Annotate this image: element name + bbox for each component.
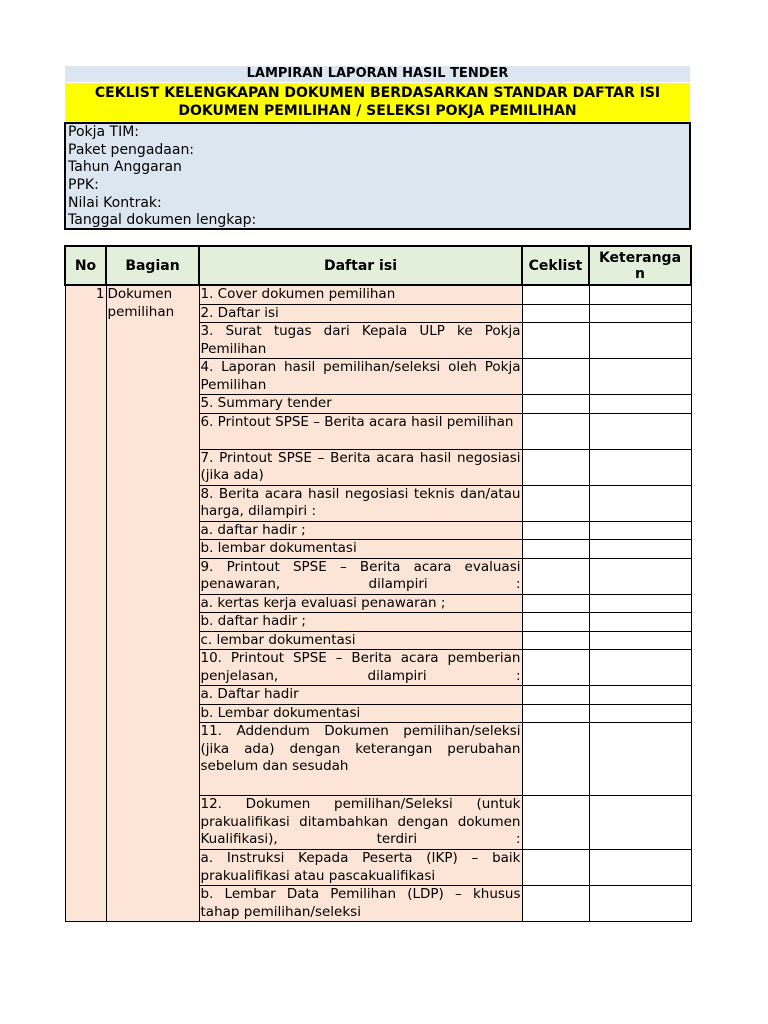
daftar-isi-item: 4. Laporan hasil pemilihan/seleksi oleh Pokja Pemilihan: [200, 359, 521, 393]
keterangan-cell[interactable]: [589, 850, 691, 886]
ceklist-cell[interactable]: [522, 631, 589, 650]
keterangan-cell[interactable]: [589, 558, 691, 594]
keterangan-cell[interactable]: [589, 613, 691, 632]
daftar-isi-item: 3. Surat tugas dari Kepala ULP ke Pokja Pemilihan: [200, 323, 521, 357]
keterangan-cell[interactable]: [589, 304, 691, 323]
keterangan-cell[interactable]: [589, 359, 691, 395]
keterangan-cell[interactable]: [589, 686, 691, 705]
header-text: n: [635, 265, 645, 282]
ceklist-cell[interactable]: [522, 449, 589, 485]
document-title: LAMPIRAN LAPORAN HASIL TENDER: [65, 66, 690, 82]
table-row: [65, 285, 691, 304]
daftar-isi-item: b. Lembar Data Pemilihan (LDP) – khusus tahap pemilihan/seleksi: [200, 886, 521, 920]
ceklist-cell[interactable]: [522, 650, 589, 686]
daftar-isi-item: a. daftar hadir ;: [199, 521, 522, 540]
section-bagian: Dokumen pemilihan: [106, 285, 199, 922]
keterangan-cell[interactable]: [589, 323, 691, 359]
keterangan-cell[interactable]: [589, 796, 691, 850]
info-box: [64, 122, 691, 230]
daftar-isi-item: a. kertas kerja evaluasi penawaran ;: [199, 594, 522, 613]
keterangan-cell[interactable]: [589, 540, 691, 559]
document-subtitle: [65, 83, 690, 121]
ceklist-cell[interactable]: [522, 594, 589, 613]
daftar-isi-item: 8. Berita acara hasil negosiasi teknis dan/atau harga, dilampiri :: [200, 485, 521, 519]
daftar-isi-item: 2. Daftar isi: [199, 304, 522, 323]
info-field: Nilai Kontrak:: [68, 194, 162, 211]
col-header-no: No: [65, 246, 106, 285]
ceklist-cell[interactable]: [522, 723, 589, 796]
ceklist-cell[interactable]: [522, 796, 589, 850]
daftar-isi-item: 5. Summary tender: [199, 395, 522, 414]
header-text: Keteranga: [598, 249, 682, 266]
daftar-isi-item: 11. Addendum Dokumen pemilihan/seleksi (jika ada) dengan keterangan perubahan sebelum dan sesudah: [199, 723, 522, 796]
keterangan-cell[interactable]: [589, 704, 691, 723]
ceklist-cell[interactable]: [522, 304, 589, 323]
keterangan-cell[interactable]: [589, 285, 691, 304]
keterangan-cell[interactable]: [589, 650, 691, 686]
col-header-ceklist: Ceklist: [522, 246, 589, 285]
keterangan-cell[interactable]: [589, 413, 691, 449]
subtitle-line: DOKUMEN PEMILIHAN / SELEKSI POKJA PEMILIHAN: [178, 103, 577, 119]
daftar-isi-item: 6. Printout SPSE – Berita acara hasil pemilihan: [199, 413, 522, 449]
ceklist-cell[interactable]: [522, 285, 589, 304]
section-number: 1: [65, 285, 106, 922]
daftar-isi-item: 10. Printout SPSE – Berita acara pemberian penjelasan, dilampiri :: [200, 650, 521, 684]
daftar-isi-item: a. Instruksi Kepada Peserta (IKP) – baik prakualifikasi atau pascakualifikasi: [200, 850, 521, 884]
ceklist-cell[interactable]: [522, 613, 589, 632]
daftar-isi-item: b. daftar hadir ;: [199, 613, 522, 632]
ceklist-cell[interactable]: [522, 540, 589, 559]
ceklist-cell[interactable]: [522, 686, 589, 705]
col-header-bagian: Bagian: [106, 246, 199, 285]
daftar-isi-item: 12. Dokumen pemilihan/Seleksi (untuk prakualifikasi ditambahkan dengan dokumen Kualifikasi), terdiri :: [199, 796, 522, 850]
ceklist-cell[interactable]: [522, 704, 589, 723]
ceklist-cell[interactable]: [522, 521, 589, 540]
table-header-row: [65, 246, 691, 285]
keterangan-cell[interactable]: [589, 594, 691, 613]
ceklist-cell[interactable]: [522, 558, 589, 594]
ceklist-cell[interactable]: [522, 413, 589, 449]
ceklist-cell[interactable]: [522, 395, 589, 414]
keterangan-cell[interactable]: [589, 449, 691, 485]
ceklist-cell[interactable]: [522, 359, 589, 395]
keterangan-cell[interactable]: [589, 723, 691, 796]
subtitle-line: CEKLIST KELENGKAPAN DOKUMEN BERDASARKAN STANDAR DAFTAR ISI: [94, 85, 661, 101]
daftar-isi-item: 7. Printout SPSE – Berita acara hasil negosiasi (jika ada): [200, 449, 521, 483]
info-field: Tanggal dokumen lengkap:: [68, 212, 257, 229]
keterangan-cell[interactable]: [589, 631, 691, 650]
keterangan-cell[interactable]: [589, 886, 691, 922]
daftar-isi-item: b. lembar dokumentasi: [199, 540, 522, 559]
daftar-isi-item: c. lembar dokumentasi: [199, 631, 522, 650]
ceklist-cell[interactable]: [522, 485, 589, 521]
ceklist-cell[interactable]: [522, 323, 589, 359]
checklist-table: [64, 245, 692, 922]
ceklist-cell[interactable]: [522, 886, 589, 922]
daftar-isi-item: a. Daftar hadir: [199, 686, 522, 705]
info-field: Paket pengadaan:: [68, 141, 195, 158]
daftar-isi-item: 1. Cover dokumen pemilihan: [199, 285, 522, 304]
info-field: Tahun Anggaran: [68, 159, 182, 176]
info-field: Pokja TIM:: [68, 124, 140, 140]
keterangan-cell[interactable]: [589, 485, 691, 521]
keterangan-cell[interactable]: [589, 395, 691, 414]
keterangan-cell[interactable]: [589, 521, 691, 540]
daftar-isi-item: b. Lembar dokumentasi: [199, 704, 522, 723]
col-header-keterangan: [589, 246, 691, 285]
ceklist-cell[interactable]: [522, 850, 589, 886]
col-header-daftar-isi: Daftar isi: [199, 246, 522, 285]
info-field: PPK:: [68, 177, 99, 194]
daftar-isi-item: 9. Printout SPSE – Berita acara evaluasi penawaran, dilampiri :: [200, 558, 521, 592]
